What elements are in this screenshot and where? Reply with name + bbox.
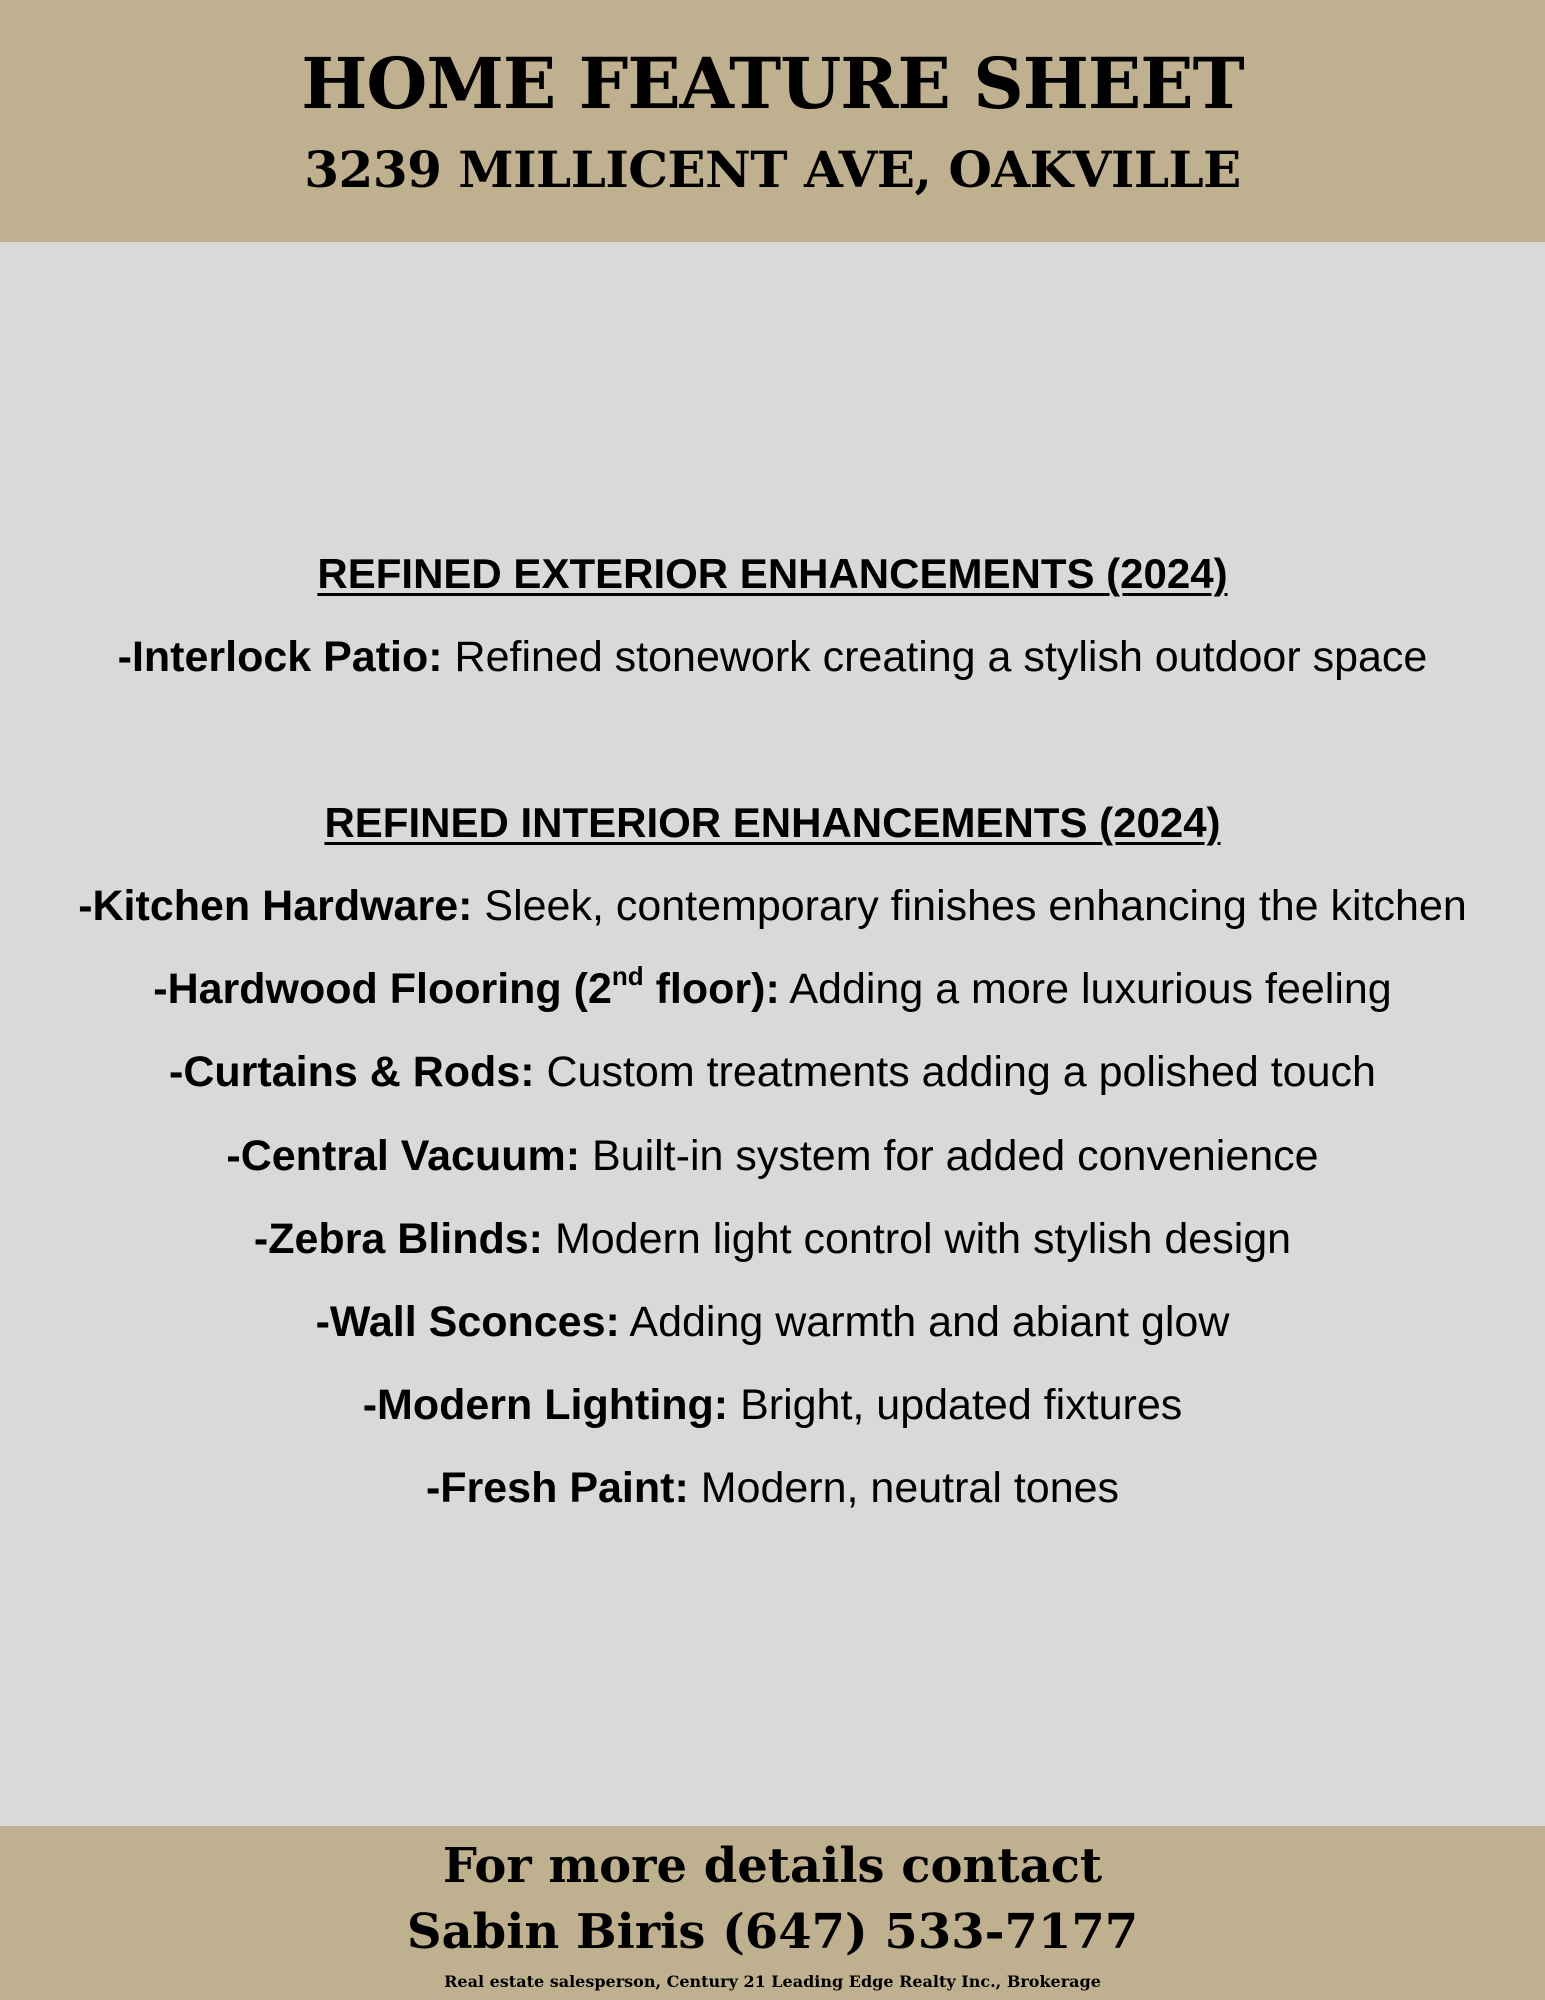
feature-interlock-patio <box>0 631 1545 683</box>
contact-prompt: For more details contact <box>442 1838 1103 1894</box>
feature-label: -Curtains & Rods: <box>169 1048 535 1096</box>
feature-text: Refined stonework creating a stylish outdoor space <box>442 633 1428 681</box>
footer-band <box>0 1826 1545 2000</box>
feature-text: Built-in system for added convenience <box>580 1132 1319 1180</box>
feature-label: -Interlock Patio: <box>117 633 443 681</box>
feature-label: -Wall Sconces: <box>315 1298 620 1346</box>
feature-zebra-blinds <box>0 1213 1545 1265</box>
feature-label-superscript: nd <box>611 961 644 991</box>
header-band <box>0 0 1545 242</box>
feature-text: Sleek, contemporary finishes enhancing the kitchen <box>472 882 1467 930</box>
feature-fresh-paint <box>0 1462 1545 1514</box>
feature-label <box>153 961 780 1013</box>
brokerage-disclaimer: Real estate salesperson, Century 21 Leading Edge Realty Inc., Brokerage <box>444 1972 1101 1991</box>
feature-text: Custom treatments adding a polished touch <box>534 1048 1376 1096</box>
feature-curtains-rods <box>0 1046 1545 1098</box>
feature-kitchen-hardware <box>0 880 1545 932</box>
feature-label: -Kitchen Hardware: <box>78 882 473 930</box>
feature-text: Adding warmth and abiant glow <box>619 1298 1230 1346</box>
feature-central-vacuum <box>0 1130 1545 1182</box>
feature-text: Adding a more luxurious feeling <box>779 965 1392 1013</box>
feature-text: Bright, updated fixtures <box>728 1381 1183 1429</box>
feature-label: -Zebra Blinds: <box>253 1215 543 1263</box>
feature-text: Modern light control with stylish design <box>543 1215 1292 1263</box>
feature-label: -Fresh Paint: <box>425 1464 689 1512</box>
property-address: 3239 MILLICENT AVE, OAKVILLE <box>304 140 1241 199</box>
interior-heading: REFINED INTERIOR ENHANCEMENTS (2024) <box>324 799 1221 846</box>
feature-wall-sconces <box>0 1296 1545 1348</box>
feature-label: -Central Vacuum: <box>226 1132 581 1180</box>
feature-text: Modern, neutral tones <box>688 1464 1120 1512</box>
page-title: HOME FEATURE SHEET <box>301 42 1244 125</box>
feature-label: -Modern Lighting: <box>362 1381 729 1429</box>
features-section <box>0 242 1545 1826</box>
feature-hardwood-flooring <box>0 963 1545 1015</box>
exterior-heading: REFINED EXTERIOR ENHANCEMENTS (2024) <box>317 550 1228 597</box>
agent-contact: Sabin Biris (647) 533-7177 <box>406 1904 1139 1960</box>
feature-modern-lighting <box>0 1379 1545 1431</box>
feature-label-pre: -Hardwood Flooring (2 <box>153 965 612 1013</box>
feature-label-post: floor): <box>643 965 780 1013</box>
